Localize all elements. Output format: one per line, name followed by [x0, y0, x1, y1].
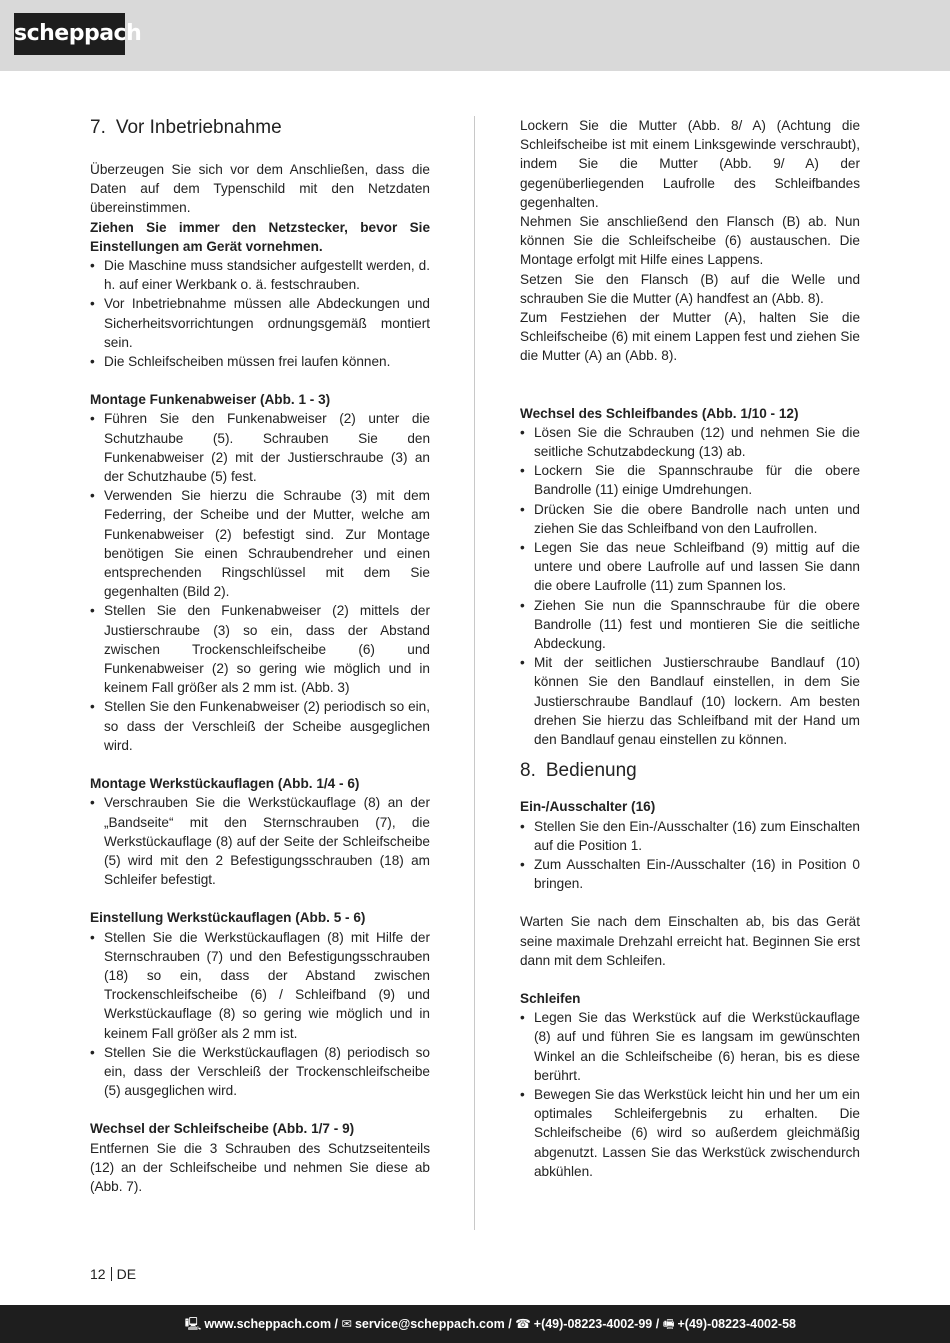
list-item: • Legen Sie das Werkstück auf die Werkstückauflage (8) auf und führen Sie es langsam im gewünschten Winkel an die Schleifscheibe (6) heran, bis es diese berührt.	[520, 1008, 860, 1085]
right-column	[520, 116, 860, 1181]
fax-icon: 🖷	[662, 1317, 675, 1331]
scheppach-logo: scheppach	[14, 13, 125, 55]
list-item: • Legen Sie das neue Schleifband (9) mittig auf die untere und obere Laufrolle auf und lassen Sie dann die obere Laufrolle (11) zum Spannen los.	[520, 538, 860, 596]
list-item: • Stellen Sie den Ein-/Ausschalter (16) zum Einschalten auf die Position 1.	[520, 817, 860, 855]
list-item: • Die Schleifscheiben müssen frei laufen können.	[90, 352, 430, 371]
section-7-title: Vor Inbetriebnahme	[115, 117, 282, 138]
left-column	[90, 116, 430, 1196]
list-item: • Führen Sie den Funkenabweiser (2) unter die Schutzhaube (5). Schrauben Sie den Funkenabweiser (2) mit der Justierschraube (3) an der Schutzhaube (5) fest.	[90, 409, 430, 486]
footer-mail-link[interactable]: service@scheppach.com /	[354, 1317, 512, 1331]
schleifband-heading: Wechsel des Schleifbandes (Abb. 1/10 - 12)	[520, 405, 799, 421]
list-item: • Stellen Sie die Werkstückauflagen (8) periodisch so ein, dass der Verschleiß der Trockenschleifscheibe (5) ausgeglichen wird.	[90, 1043, 430, 1101]
list-item: • Verwenden Sie hierzu die Schraube (3) mit dem Federring, der Scheibe und der Mutter, welche am Funkenabweiser (2) befestigt sind. Zur Montage benötigen Sie einen Schraubendreher und einen entsprechenden Ringschlüssel mit dem Sie gegenhalten (Bild 2).	[90, 486, 430, 601]
funkenabweiser-heading: Montage Funkenabweiser (Abb. 1 - 3)	[90, 392, 331, 408]
werkstueckauflagen-list	[90, 793, 430, 889]
wechsel-schleifscheibe-text: Entfernen Sie die 3 Schrauben des Schutzseitenteils (12) an der Schleifscheibe und nehmen Sie diese ab (Abb. 7).	[90, 1140, 430, 1194]
footer-contacts	[185, 1305, 796, 1343]
list-item: • Mit der seitlichen Justierschraube Bandlauf (10) können Sie den Bandlauf einstellen, in dem Sie Justierschraube Bandlauf (10) lockern. Am besten drehen Sie hierzu das Schleifband mit der Hand um den Bandlauf genau einstellen zu können.	[520, 653, 860, 749]
page-number	[90, 1265, 136, 1283]
section-8-number: 8.	[520, 760, 536, 782]
list-item: • Lösen Sie die Schrauben (12) und nehmen Sie die seitliche Schutzabdeckung (13) ab.	[520, 423, 860, 461]
schalter-list	[520, 817, 860, 894]
header-band	[0, 0, 950, 71]
list-item: • Stellen Sie den Funkenabweiser (2) mittels der Justierschraube (3) so ein, dass der Abstand zwischen Trockenschleifscheibe (6) und Funkenabweiser (2) so gering wie möglich und in keinem Fall größer als 2 mm ist. (Abb. 3)	[90, 601, 430, 697]
schleifen-heading: Schleifen	[520, 990, 581, 1006]
monitor-icon: 🖳	[184, 1317, 202, 1331]
continuation-paragraph: Setzen Sie den Flansch (B) auf die Welle und schrauben Sie die Mutter (A) handfest an (Abb. 8).	[520, 271, 860, 306]
intro-list	[90, 256, 430, 371]
continuation-paragraph: Zum Festziehen der Mutter (A), halten Sie die Schleifscheibe (6) mit einem Lappen fest und ziehen Sie die Mutter (A) an (Abb. 8).	[520, 310, 860, 364]
section-8-heading	[520, 759, 860, 783]
footer-web-link[interactable]: www.scheppach.com /	[204, 1317, 339, 1331]
list-item: • Zum Ausschalten Ein-/Ausschalter (16) in Position 0 bringen.	[520, 855, 860, 893]
continuation-paragraph: Lockern Sie die Mutter (Abb. 8/ A) (Achtung die Schleifscheibe ist mit einem Linksgewinde verschraubt), indem Sie die Mutter (Abb. 9/ A) der gegenüberliegenden Laufrolle des Schleifbandes gegenhalten.	[520, 118, 860, 210]
column-divider	[474, 116, 475, 1230]
list-item: • Ziehen Sie nun die Spannschraube für die obere Bandrolle (11) fest und montieren Sie die seitliche Abdeckung.	[520, 596, 860, 654]
list-item: • Die Maschine muss standsicher aufgestellt werden, d. h. auf einer Werkbank o. ä. festschrauben.	[90, 256, 430, 294]
page-number-separator	[111, 1267, 112, 1281]
intro-warning: Ziehen Sie immer den Netzstecker, bevor Sie Einstellungen am Gerät vornehmen.	[90, 219, 430, 254]
list-item: • Lockern Sie die Spannschraube für die obere Bandrolle (11) einige Umdrehungen.	[520, 461, 860, 499]
footer-fax: +(49)-08223-4002-58	[677, 1317, 796, 1331]
werkstueckauflagen-heading: Montage Werkstückauflagen (Abb. 1/4 - 6)	[90, 776, 360, 792]
page-number-value: 12	[90, 1266, 106, 1282]
section-7-heading	[90, 116, 430, 140]
continuation-paragraph: Nehmen Sie anschließend den Flansch (B) ab. Nun können Sie die Schleifscheibe (6) austauschen. Die Montage erfolgt mit Hilfe eines Lappens.	[520, 214, 860, 268]
funkenabweiser-list	[90, 409, 430, 755]
section-7-number: 7.	[90, 117, 106, 138]
list-item: • Stellen Sie die Werkstückauflagen (8) mit Hilfe der Sternschrauben (7) und den Befestigungsschrauben (18) so ein, dass der Abstand zwischen Trockenschleifscheibe (6) / Schleifband (9) und Werkstückauflage (8) so gering wie möglich und in keinem Fall größer als 2 mm ist.	[90, 928, 430, 1043]
list-item: • Vor Inbetriebnahme müssen alle Abdeckungen und Sicherheitsvorrichtungen ordnungsgemäß montiert sein.	[90, 294, 430, 352]
page-language: DE	[116, 1266, 137, 1282]
footer-bar	[0, 1305, 950, 1343]
einstellung-list	[90, 928, 430, 1101]
warten-paragraph: Warten Sie nach dem Einschalten ab, bis das Gerät seine maximale Drehzahl erreicht hat. Beginnen Sie erst dann mit dem Schleifen.	[520, 914, 860, 968]
list-item: • Bewegen Sie das Werkstück leicht hin und her um ein optimales Schleifergebnis zu erhalten. Die Schleifscheibe (6) wird so außerdem gleichmäßig abgenutzt. Lassen Sie das Werkstück zwischendurch abkühlen.	[520, 1085, 860, 1181]
schleifen-list	[520, 1008, 860, 1181]
list-item: • Verschrauben Sie die Werkstückauflage (8) an der „Bandseite“ mit den Sternschrauben (7), die Werkstückauflage (8) auf der Seite der Schleifscheibe (5) wird mit den 2 Befestigungsschrauben (18) am Schleifer befestigt.	[90, 793, 430, 889]
section-8-title: Bedienung	[545, 760, 637, 782]
einstellung-heading: Einstellung Werkstückauflagen (Abb. 5 - 6)	[90, 910, 366, 926]
phone-icon: ☎	[515, 1317, 531, 1331]
schleifband-list	[520, 423, 860, 749]
list-item: • Drücken Sie die obere Bandrolle nach unten und ziehen Sie das Schleifband von den Laufrollen.	[520, 500, 860, 538]
schalter-heading: Ein-/Ausschalter (16)	[520, 799, 656, 815]
wechsel-schleifscheibe-heading: Wechsel der Schleifscheibe (Abb. 1/7 - 9)	[90, 1121, 355, 1137]
list-item: • Stellen Sie den Funkenabweiser (2) periodisch so ein, so dass der Verschleiß der Scheibe ausgeglichen wird.	[90, 697, 430, 755]
envelope-icon: ✉	[341, 1317, 352, 1331]
intro-paragraph: Überzeugen Sie sich vor dem Anschließen, dass die Daten auf dem Typenschild mit den Netzdaten übereinstimmen.	[90, 162, 430, 216]
footer-phone: +(49)-08223-4002-99 /	[533, 1317, 660, 1331]
